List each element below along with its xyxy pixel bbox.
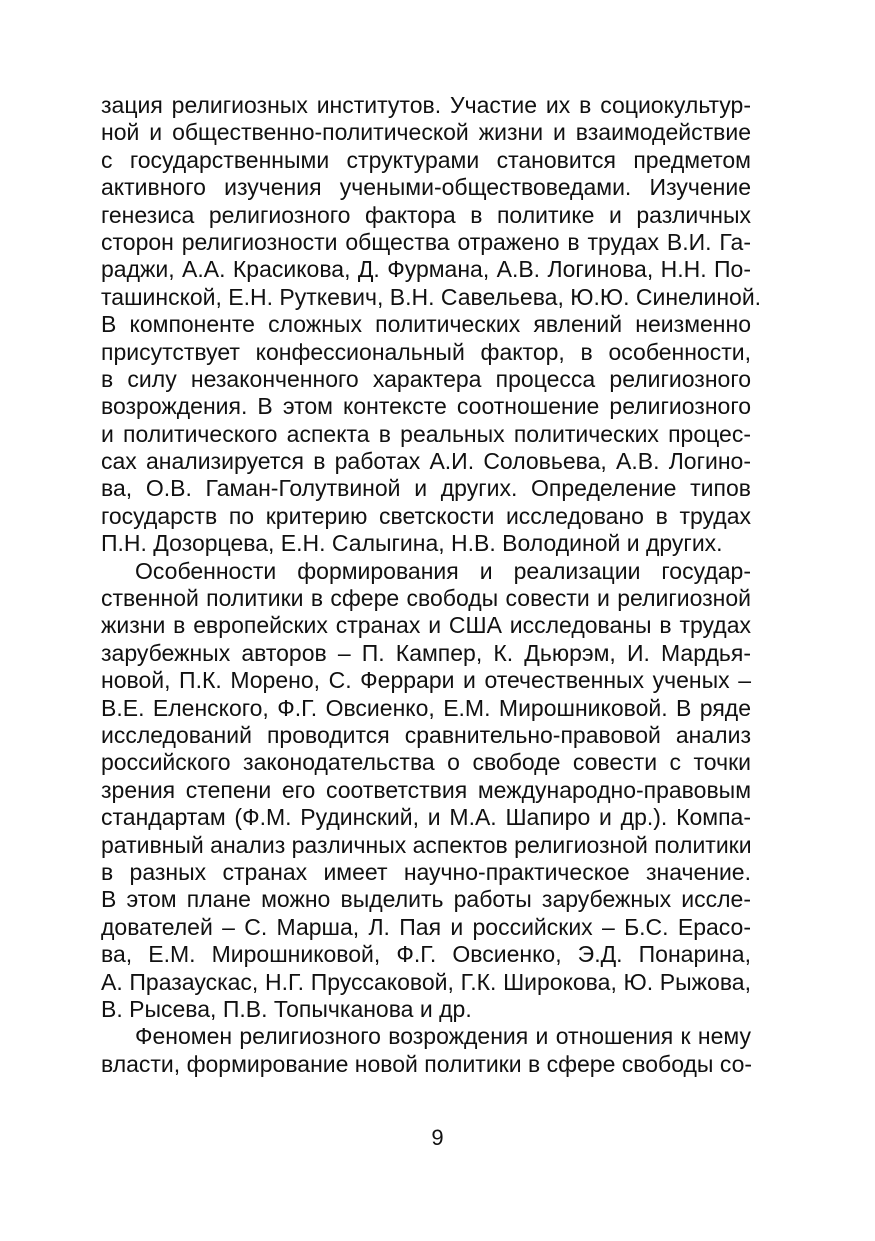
page-number: 9 xyxy=(431,1125,444,1150)
text-line: стандартам (Ф.М. Рудинский, и М.А. Шапиро и др.). Компа- xyxy=(101,804,751,831)
text-line: П.Н. Дозорцева, Е.Н. Салыгина, Н.В. Володиной и других. xyxy=(101,530,723,557)
paragraph-2 xyxy=(101,558,751,1024)
text-line: исследований проводится сравнительно-правовой анализ xyxy=(101,721,751,748)
paragraph-1 xyxy=(101,92,762,558)
paragraph-3 xyxy=(101,1023,751,1078)
text-line: в разных странах имеет научно-практическое значение. xyxy=(101,858,751,885)
text-line: власти, формирование новой политики в сфере свободы со- xyxy=(101,1050,753,1077)
text-line: зрения степени его соответствия международно-правовым xyxy=(101,776,751,803)
text-line: в силу незаконченного характера процесса религиозного xyxy=(101,365,751,392)
text-line: зарубежных авторов – П. Кампер, К. Дьюрэм, И. Мардья- xyxy=(101,639,751,666)
text-line: ташинской, Е.Н. Руткевич, В.Н. Савельева, Ю.Ю. Синелиной. xyxy=(101,283,762,310)
text-line: сторон религиозности общества отражено в трудах В.И. Га- xyxy=(101,228,751,255)
text-line: сах анализируется в работах А.И. Соловьева, А.В. Логино- xyxy=(101,448,751,475)
text-line: российского законодательства о свободе совести с точки xyxy=(101,749,751,776)
text-line: и политического аспекта в реальных политических процес- xyxy=(101,420,751,447)
body-text xyxy=(101,92,762,1078)
text-line: В компоненте сложных политических явлений неизменно xyxy=(101,311,751,338)
text-line: дователей – С. Марша, Л. Пая и российских – Б.С. Ерасо- xyxy=(101,913,751,940)
text-line: ративный анализ различных аспектов религиозной политики xyxy=(101,831,752,858)
text-line: новой, П.К. Морено, С. Феррари и отечественных ученых – xyxy=(101,667,751,694)
text-line: В.Е. Еленского, Ф.Г. Овсиенко, Е.М. Мирошниковой. В ряде xyxy=(101,694,751,721)
text-line: с государственными структурами становится предметом xyxy=(101,146,751,173)
text-line: присутствует конфессиональный фактор, в особенности, xyxy=(101,338,751,365)
text-line: возрождения. В этом контексте соотношение религиозного xyxy=(101,393,751,420)
text-line: жизни в европейских странах и США исследованы в трудах xyxy=(101,612,751,639)
text-line: Феномен религиозного возрождения и отношения к нему xyxy=(135,1023,751,1050)
text-line: зация религиозных институтов. Участие их в социокультур- xyxy=(101,92,751,118)
text-line: В. Рысева, П.В. Топычканова и др. xyxy=(101,995,472,1022)
text-line: ственной политики в сфере свободы совести и религиозной xyxy=(101,585,751,612)
text-line: Особенности формирования и реализации государ- xyxy=(135,557,751,584)
text-line: государств по критерию светскости исследовано в трудах xyxy=(101,502,751,529)
text-line: В этом плане можно выделить работы зарубежных иссле- xyxy=(101,886,751,913)
text-line: ва, Е.М. Мирошниковой, Ф.Г. Овсиенко, Э.Д. Понарина, xyxy=(101,941,751,968)
text-line: ной и общественно-политической жизни и взаимодействие xyxy=(101,119,751,146)
text-line: А. Празаускас, Н.Г. Пруссаковой, Г.К. Широкова, Ю. Рыжова, xyxy=(101,968,751,995)
text-line: ва, О.В. Гаман-Голутвиной и других. Определение типов xyxy=(101,475,751,502)
text-line: раджи, А.А. Красикова, Д. Фурмана, А.В. Логинова, Н.Н. По- xyxy=(101,256,751,283)
text-line: активного изучения учеными-обществоведами. Изучение xyxy=(101,174,751,201)
text-line: генезиса религиозного фактора в политике и различных xyxy=(101,201,751,228)
